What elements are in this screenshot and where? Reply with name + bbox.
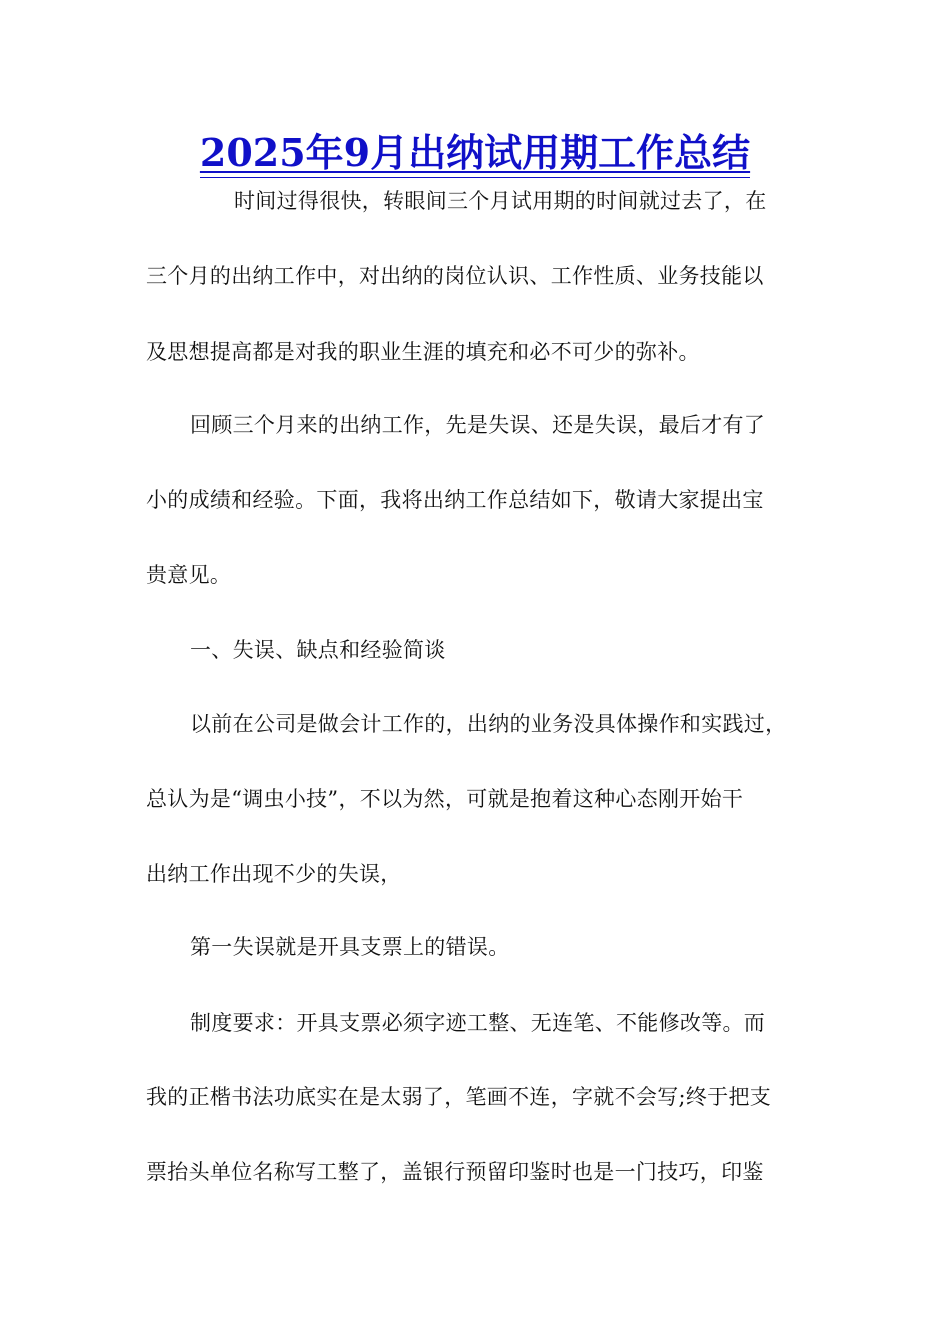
paragraph-line: 贵意见。 — [146, 563, 232, 587]
paragraph-line: 制度要求：开具支票必须字迹工整、无连笔、不能修改等。而 — [190, 1011, 766, 1035]
section-heading: 一、失误、缺点和经验简谈 — [190, 638, 446, 662]
paragraph-line: 票抬头单位名称写工整了，盖银行预留印鉴时也是一门技巧，印鉴 — [146, 1160, 764, 1184]
paragraph-line: 以前在公司是做会计工作的，出纳的业务没具体操作和实践过， — [190, 712, 787, 736]
paragraph-line: 时间过得很快，转眼间三个月试用期的时间就过去了，在 — [234, 189, 767, 213]
document-title-text: 2025年9月出纳试用期工作总结 — [200, 130, 750, 178]
paragraph-line: 出纳工作出现不少的失误， — [146, 862, 402, 886]
paragraph-line: 小的成绩和经验。下面，我将出纳工作总结如下，敬请大家提出宝 — [146, 488, 764, 512]
paragraph-line: 第一失误就是开具支票上的错误。 — [190, 935, 510, 959]
paragraph-line: 总认为是“调虫小技”，不以为然，可就是抱着这种心态刚开始干 — [146, 787, 744, 811]
paragraph-line: 及思想提高都是对我的职业生涯的填充和必不可少的弥补。 — [146, 340, 700, 364]
paragraph-line: 我的正楷书法功底实在是太弱了，笔画不连，字就不会写;终于把支 — [146, 1085, 772, 1109]
paragraph-line: 回顾三个月来的出纳工作，先是失误、还是失误，最后才有了 — [190, 413, 766, 437]
document-title — [0, 128, 950, 178]
paragraph-line: 三个月的出纳工作中，对出纳的岗位认识、工作性质、业务技能以 — [146, 264, 764, 288]
